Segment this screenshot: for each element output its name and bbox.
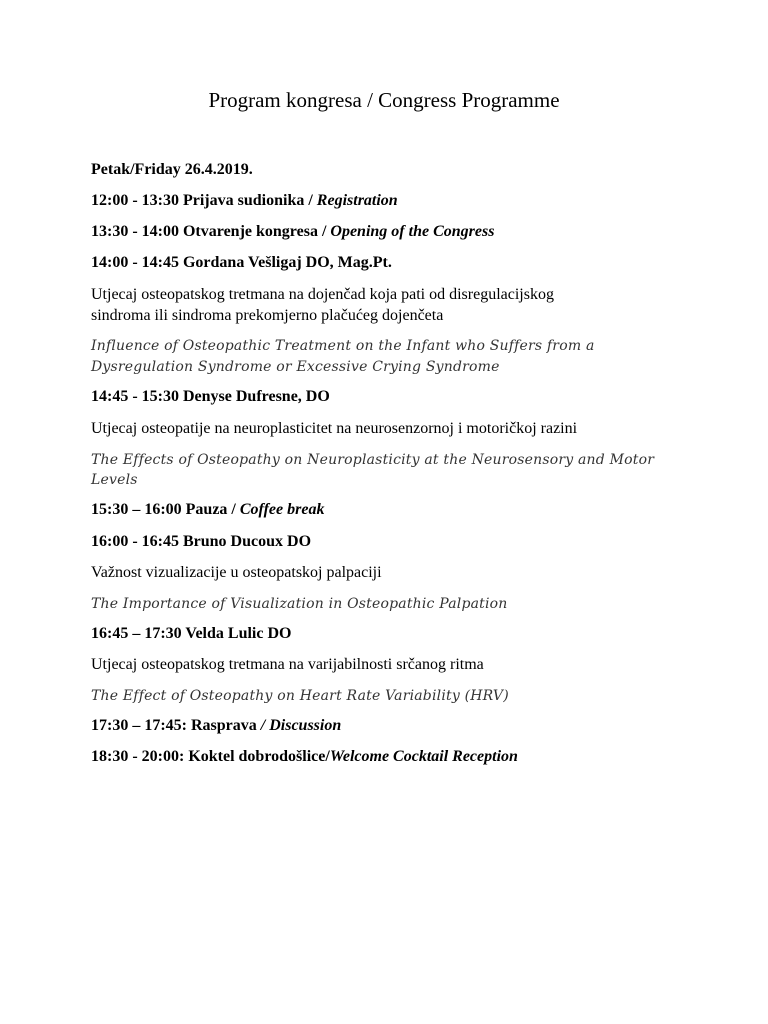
- session2-title-hr: Utjecaj osteopatije na neuroplasticitet na neurosenzornoj i motoričkoj razini: [91, 420, 578, 437]
- session1-title-en-line2: Dysregulation Syndrome or Excessive Crying Syndrome: [91, 359, 500, 375]
- break-time: 15:30 – 16:00 Pauza /: [91, 501, 240, 518]
- session2-title-en-line2: Levels: [91, 472, 138, 488]
- reception-label-en: Welcome Cocktail Reception: [329, 748, 518, 765]
- discussion-label-en: / Discussion: [260, 717, 342, 734]
- session1-title-hr-line2: sindroma ili sindroma prekomjerno plačućeg dojenčeta: [91, 307, 444, 324]
- break-label-en: Coffee break: [239, 501, 325, 518]
- break-item: [91, 499, 701, 521]
- registration-item: [91, 190, 701, 212]
- session3-title-hr: Važnost vizualizacije u osteopatskoj palpaciji: [91, 564, 382, 581]
- session1-title-hr-line1: Utjecaj osteopatskog tretmana na dojenčad koja pati od disregulacijskog: [91, 286, 554, 303]
- registration-label-en: Registration: [316, 192, 398, 209]
- discussion-item: [91, 715, 701, 737]
- reception-time: 18:30 - 20:00: Koktel dobrodošlice/: [91, 748, 330, 765]
- page-title: Program kongresa / Congress Programme: [208, 88, 560, 112]
- session3-header: 16:00 - 16:45 Bruno Ducoux DO: [91, 533, 312, 550]
- session4-header: 16:45 – 17:30 Velda Lulic DO: [91, 625, 292, 642]
- opening-item: [91, 221, 701, 243]
- opening-time: 13:30 - 14:00 Otvarenje kongresa /: [91, 223, 331, 240]
- opening-label-en: Opening of the Congress: [330, 223, 495, 240]
- session4-title-hr: Utjecaj osteopatskog tretmana na varijabilnosti srčanog ritma: [91, 656, 484, 673]
- session1-header: 14:00 - 14:45 Gordana Vešligaj DO, Mag.Pt.: [91, 254, 392, 271]
- registration-time: 12:00 - 13:30 Prijava sudionika /: [91, 192, 317, 209]
- session2-title-en-line1: The Effects of Osteopathy on Neuroplasticity at the Neurosensory and Motor: [91, 452, 655, 468]
- session4-title-en: The Effect of Osteopathy on Heart Rate Variability (HRV): [91, 688, 509, 704]
- session3-title-en: The Importance of Visualization in Osteopathic Palpation: [91, 596, 508, 612]
- discussion-time: 17:30 – 17:45: Rasprava: [91, 717, 261, 734]
- session1-title-en-line1: Influence of Osteopathic Treatment on the Infant who Suffers from a: [91, 338, 595, 354]
- day-heading: Petak/Friday 26.4.2019.: [91, 161, 253, 178]
- reception-item: [91, 746, 701, 768]
- session2-header: 14:45 - 15:30 Denyse Dufresne, DO: [91, 388, 330, 405]
